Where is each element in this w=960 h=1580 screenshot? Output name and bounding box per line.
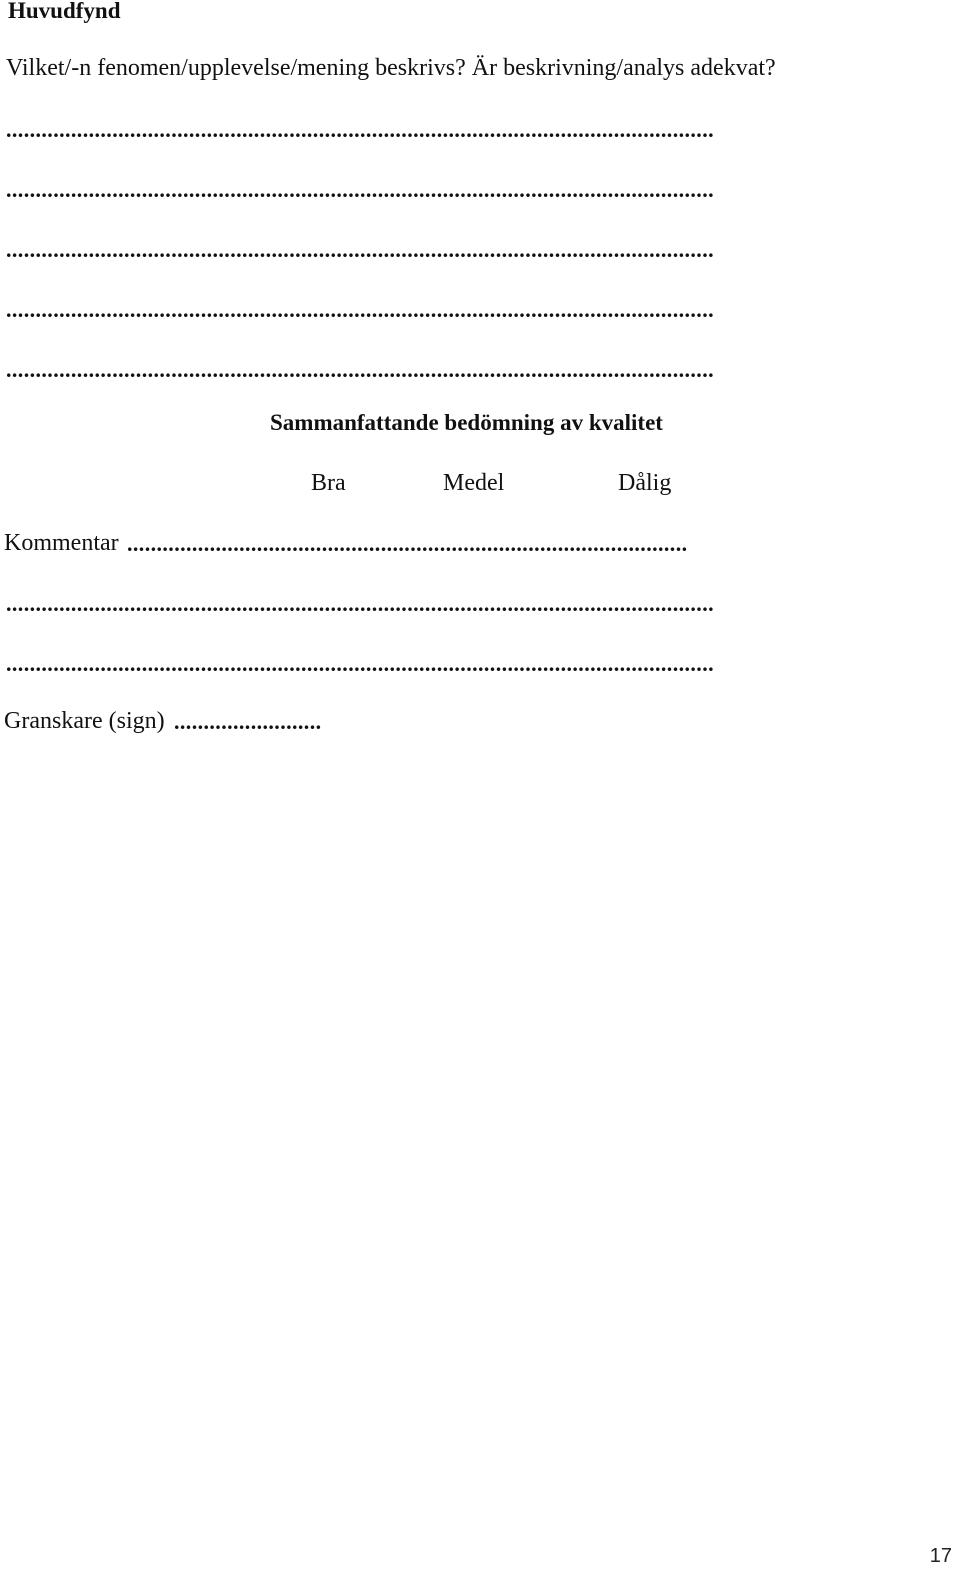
comment-line-1[interactable]: ...............................................................................................	[127, 531, 688, 556]
answer-line-5[interactable]: ........................................................................................................................	[6, 358, 714, 382]
rating-option-bra[interactable]: Bra	[311, 470, 346, 496]
answer-line-2[interactable]: ........................................................................................................................	[6, 178, 714, 202]
page-number: 17	[929, 1545, 952, 1567]
rating-option-dalig[interactable]: Dålig	[618, 470, 672, 496]
comment-label: Kommentar	[4, 530, 119, 556]
question-text: Vilket/-n fenomen/upplevelse/mening beskrivs? Är beskrivning/analys adekvat?	[6, 55, 776, 81]
comment-line-3[interactable]: ........................................................................................................................	[6, 652, 714, 676]
reviewer-signature-line[interactable]: .........................	[174, 709, 322, 734]
answer-line-3[interactable]: ........................................................................................................................	[6, 238, 714, 262]
answer-line-4[interactable]: ........................................................................................................................	[6, 298, 714, 322]
reviewer-label: Granskare (sign)	[4, 708, 165, 734]
comment-line-2[interactable]: ........................................................................................................................	[6, 592, 714, 616]
summary-title: Sammanfattande bedömning av kvalitet	[270, 410, 663, 435]
answer-line-1[interactable]: ........................................................................................................................	[6, 118, 714, 142]
section-heading: Huvudfynd	[8, 0, 121, 23]
rating-option-medel[interactable]: Medel	[443, 470, 505, 496]
